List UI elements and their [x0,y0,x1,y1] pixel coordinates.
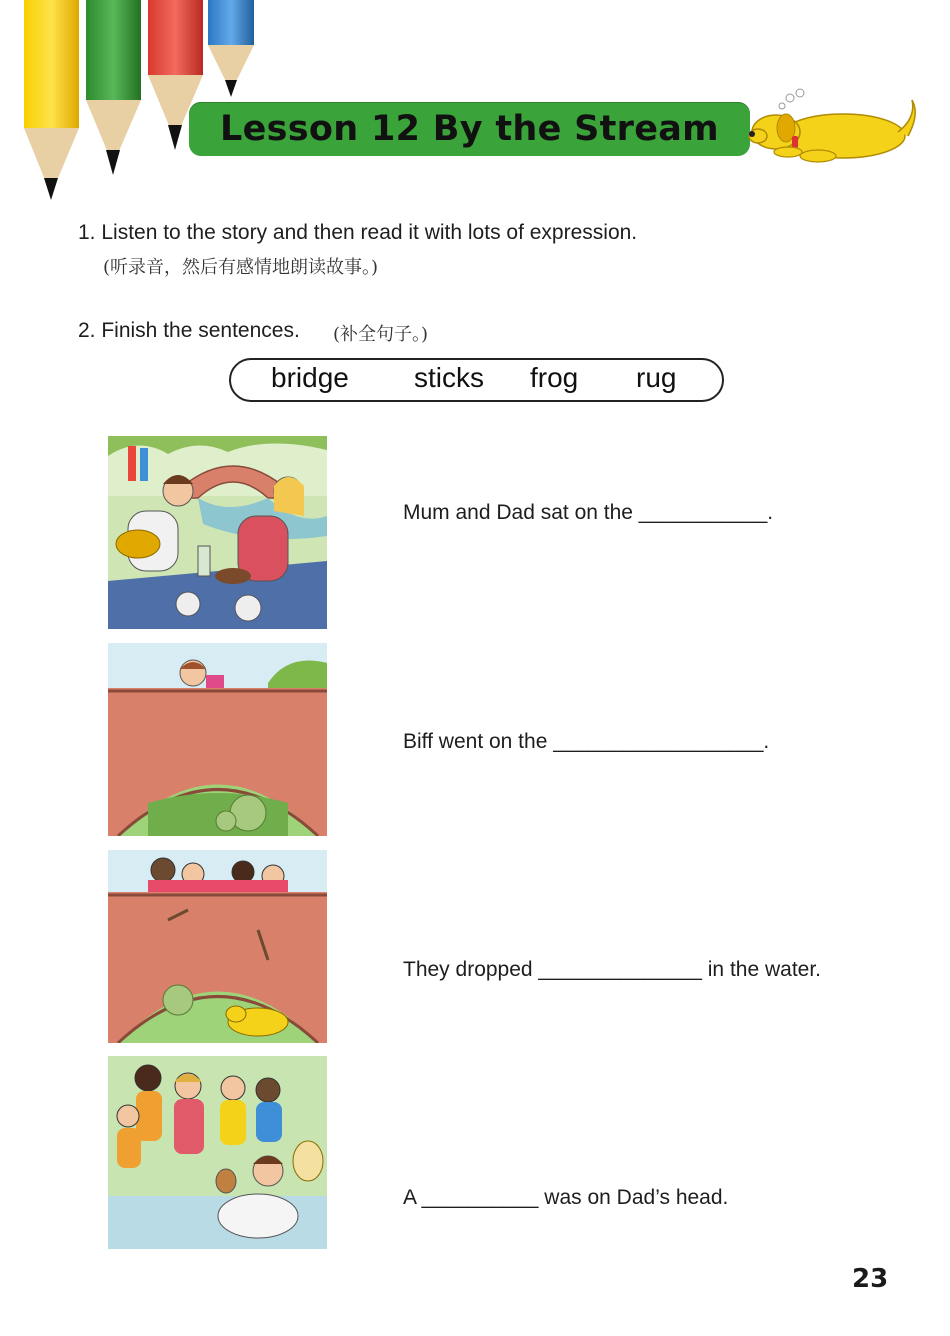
sentence-3: They dropped ______________ in the water. [403,958,822,981]
page-number: 23 [852,1264,889,1294]
sentence-4: A __________ was on Dad’s head. [403,1186,729,1209]
sentence-1: Mum and Dad sat on the ___________. [403,501,774,524]
task1-instruction: 1. Listen to the story and then read it with lots of expression. [78,221,638,244]
sentence-2: Biff went on the __________________. [403,730,770,753]
word-bank-item: frog [530,362,579,393]
word-bank-item: bridge [271,362,349,393]
sticks-illustration [108,850,327,1043]
lesson-title: Lesson 12 By the Stream [220,109,719,149]
task1-translation: (听录音，然后有感情地朗读故事。) [103,257,379,278]
task2-instruction: 2. Finish the sentences. [78,319,300,342]
word-bank-item: rug [636,362,677,393]
frog-illustration [108,1056,327,1249]
bridge-illustration [108,643,327,836]
picnic-illustration [108,436,327,629]
word-bank-item: sticks [414,362,484,393]
task2-translation: (补全句子。) [333,324,429,345]
sleeping-dog-illustration [748,88,923,168]
